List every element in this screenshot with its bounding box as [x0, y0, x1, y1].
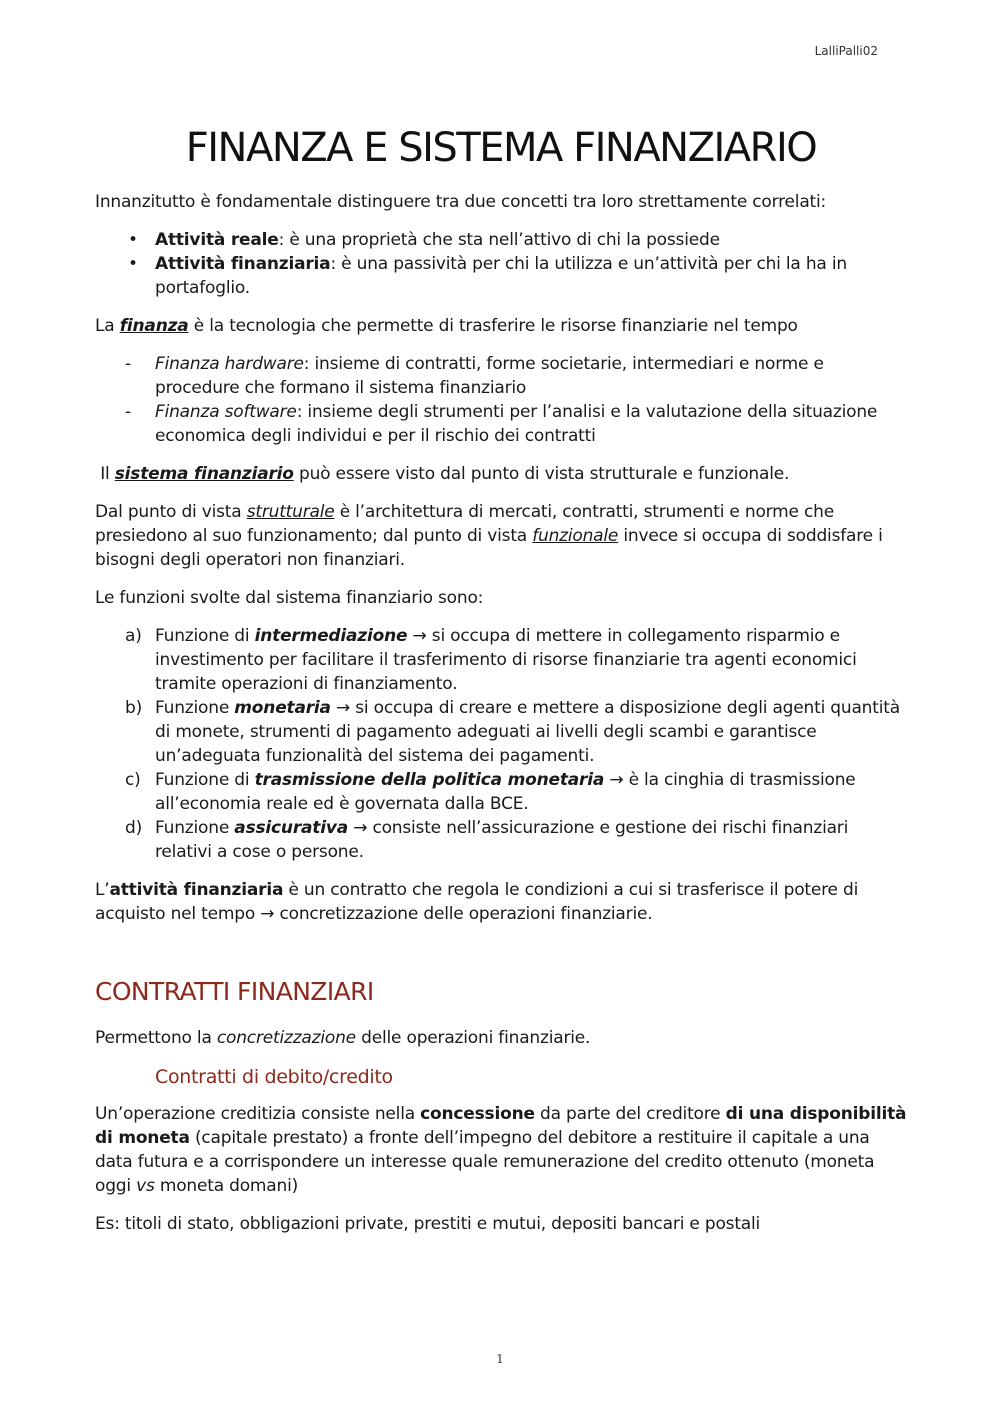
bullet-icon: • [128, 254, 138, 274]
list-item [95, 400, 907, 448]
list-item [95, 768, 907, 816]
section-intro-text: delle operazioni finanziarie. [355, 1028, 591, 1048]
activity-text: è un contratto che regola le condizioni a cui si trasferisce il potere di acquisto nel tempo → concretizzazione delle operazioni finanziarie. [95, 880, 859, 924]
system-definition [95, 462, 907, 486]
function-prefix: Funzione di [155, 626, 255, 646]
credit-text: (capitale prestato) a fronte dell’impegno del debitore a restituire il capitale a una data futura e a corrispondere un interesse quale remunerazione del credito ottenuto (moneta oggi [95, 1128, 875, 1196]
function-prefix: Funzione di [155, 770, 255, 790]
section-heading: CONTRATTI FINANZIARI [95, 977, 374, 1006]
views-text: invece si occupa di soddisfare i bisogni degli operatori non finanziari. [95, 526, 883, 570]
bullet-icon: • [128, 230, 138, 250]
examples-paragraph: Es: titoli di stato, obbligazioni private, prestiti e mutui, depositi bancari e postali [95, 1214, 761, 1234]
credit-text: Un’operazione creditizia consiste nella [95, 1104, 421, 1124]
function-term: trasmissione della politica monetaria [254, 770, 605, 790]
dash-icon: - [125, 402, 131, 422]
assets-list [95, 228, 907, 300]
header-author: LalliPalli02 [814, 44, 878, 58]
list-item [95, 816, 907, 864]
system-text: può essere visto dal punto di vista strutturale e funzionale. [293, 464, 790, 484]
credit-text: moneta domani) [154, 1176, 299, 1196]
credit-text: da parte del creditore [534, 1104, 726, 1124]
functions-list [95, 624, 907, 864]
arrow-icon: → [407, 626, 432, 646]
dash-icon: - [125, 354, 131, 374]
asset-term: Attività reale [155, 230, 279, 250]
function-term: assicurativa [234, 818, 348, 838]
arrow-icon: → [347, 818, 373, 838]
views-paragraph [95, 500, 907, 572]
finance-types-list [95, 352, 907, 448]
function-term: monetaria [234, 698, 331, 718]
finance-text: è la tecnologia che permette di trasferire le risorse finanziarie nel tempo [188, 316, 798, 336]
intro-paragraph: Innanzitutto è fondamentale distinguere tra due concetti tra loro strettamente correlati: [95, 192, 827, 212]
page-title: FINANZA E SISTEMA FINANZIARIO [185, 125, 817, 171]
arrow-icon: → [330, 698, 356, 718]
finance-type-term: Finanza hardware [155, 354, 304, 374]
finance-term: finanza [119, 316, 189, 336]
credit-paragraph [95, 1102, 907, 1198]
finance-definition [95, 314, 907, 338]
function-text: consiste nell’assicurazione e gestione dei rischi finanziari relativi a cose o persone. [155, 818, 849, 862]
function-text: si occupa di mettere in collegamento risparmio e investimento per facilitare il trasferimento di risorse finanziarie tra agenti economici tramite operazioni di finanziamento. [155, 626, 857, 694]
system-term: sistema finanziario [114, 464, 294, 484]
function-text: è la cinghia di trasmissione all’economia reale ed è governata dalla BCE. [155, 770, 856, 814]
list-marker: a) [125, 626, 142, 646]
function-prefix: Funzione [155, 818, 235, 838]
views-term-structural: strutturale [246, 502, 335, 522]
list-item [95, 696, 907, 768]
views-term-functional: funzionale [532, 526, 619, 546]
system-prefix: Il [95, 464, 115, 484]
activity-definition [95, 878, 907, 926]
list-marker: d) [125, 818, 143, 838]
credit-bold: di una disponibilità di moneta [95, 1104, 907, 1148]
finance-type-text: : insieme di contratti, forme societarie, intermediari e norme e procedure che formano il sistema finanziario [155, 354, 824, 398]
section-intro-term: concretizzazione [216, 1028, 356, 1048]
activity-prefix: L’ [95, 880, 110, 900]
list-item [95, 352, 907, 400]
credit-bold: concessione [420, 1104, 535, 1124]
list-item [95, 228, 907, 252]
views-text: Dal punto di vista [95, 502, 247, 522]
page-number: 1 [496, 1352, 504, 1366]
asset-text: : è una passività per chi la utilizza e un’attività per chi la ha in portafoglio. [155, 254, 847, 298]
function-text: si occupa di creare e mettere a disposizione degli agenti quantità di monete, strumenti di pagamento adeguati ai livelli degli scambi e garantisce un’adeguata funzionalità del sistema dei pagamenti. [155, 698, 900, 766]
finance-prefix: La [95, 316, 120, 336]
page-content [95, 120, 907, 1250]
list-marker: b) [125, 698, 143, 718]
finance-type-text: : insieme degli strumenti per l’analisi e la valutazione della situazione economica degli individui e per il rischio dei contratti [155, 402, 878, 446]
function-term: intermediazione [254, 626, 408, 646]
functions-intro: Le funzioni svolte dal sistema finanziario sono: [95, 588, 484, 608]
subsection-heading: Contratti di debito/credito [155, 1066, 393, 1088]
list-marker: c) [125, 770, 141, 790]
finance-type-term: Finanza software [155, 402, 297, 422]
asset-text: : è una proprietà che sta nell’attivo di chi la possiede [278, 230, 720, 250]
list-item [95, 252, 907, 300]
asset-term: Attività finanziaria [155, 254, 331, 274]
arrow-icon: → [604, 770, 629, 790]
credit-italic: vs [136, 1176, 155, 1196]
activity-term: attività finanziaria [109, 880, 284, 900]
views-text: è l’architettura di mercati, contratti, strumenti e norme che presiedono al suo funzionamento; dal punto di vista [95, 502, 834, 546]
list-item [95, 624, 907, 696]
section-intro-text: Permettono la [95, 1028, 217, 1048]
section-intro [95, 1026, 907, 1050]
function-prefix: Funzione [155, 698, 235, 718]
